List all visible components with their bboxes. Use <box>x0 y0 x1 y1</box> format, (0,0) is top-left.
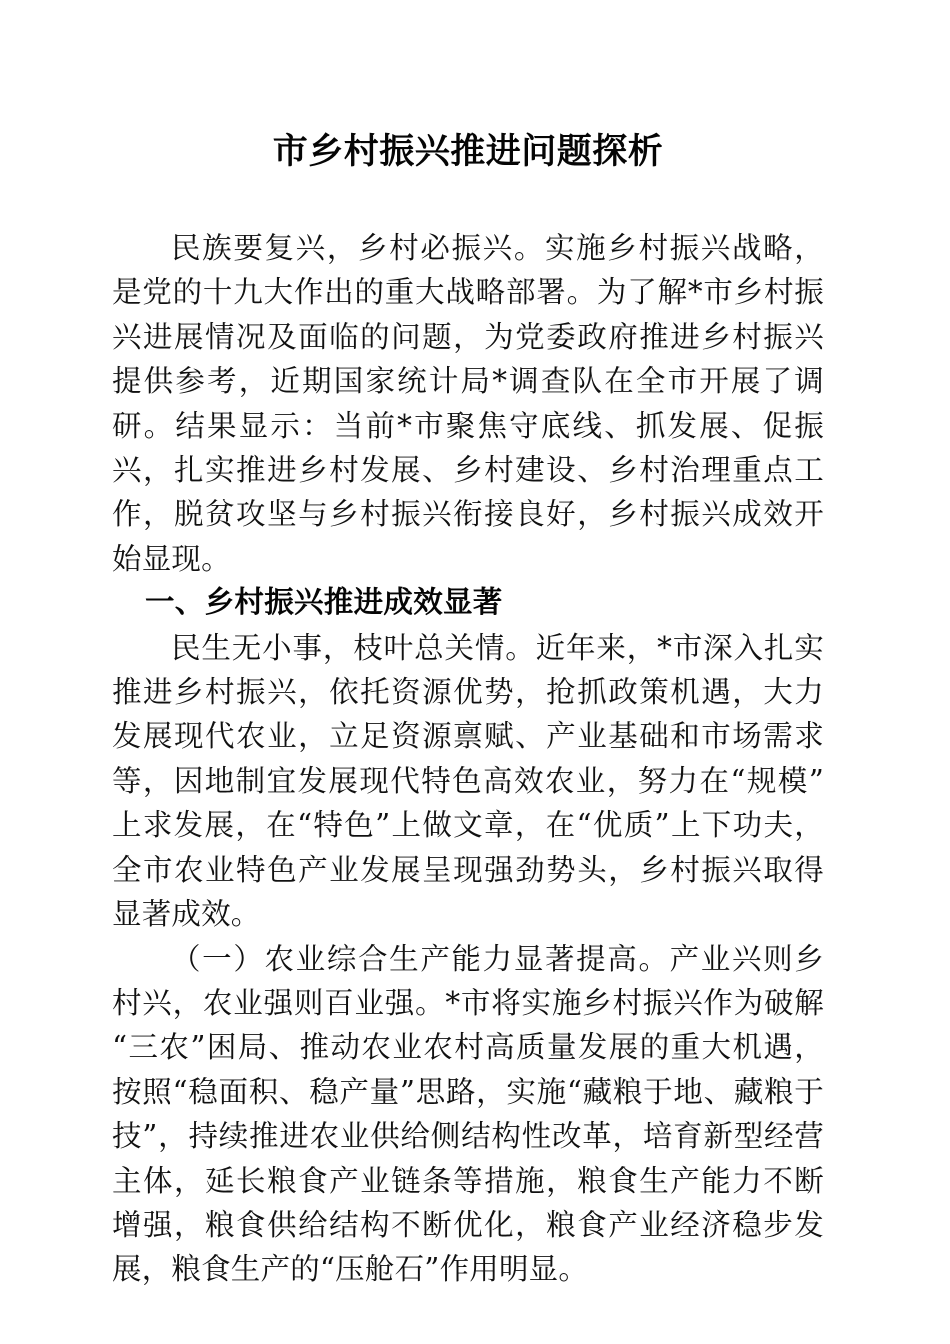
section-heading-1: 一、乡村振兴推进成效显著 <box>145 586 503 620</box>
section-1-paragraph-1: 民生无小事，枝叶总关情。近年来，*市深入扎实推进乡村振兴，依托资源优势，抢抓政策机遇，大力发展现代农业，立足资源禀赋、产业基础和市场需求等，因地制宜发展现代特色高效农业，努力在“规模”上求发展，在“特色”上做文章，在“优质”上下功夫，全市农业特色产业发展呈现强劲势头，乡村振兴取得显著成效。 <box>112 630 824 932</box>
subsection-1-paragraph: （一）农业综合生产能力显著提高。产业兴则乡村兴，农业强则百业强。*市将实施乡村振兴作为破解“三农”困局、推动农业农村高质量发展的重大机遇，按照“稳面积、稳产量”思路，实施“藏粮于地、藏粮于技”，持续推进农业供给侧结构性改革，培育新型经营主体，延长粮食产业链条等措施，粮食生产能力不断增强，粮食供给结构不断优化，粮食产业经济稳步发展，粮食生产的“压舱石”作用明显。 <box>112 941 824 1287</box>
document-body <box>112 0 824 1292</box>
page-title: 市乡村振兴推进问题探析 <box>272 132 664 171</box>
title-spacer <box>112 178 824 226</box>
intro-paragraph: 民族要复兴，乡村必振兴。实施乡村振兴战略，是党的十九大作出的重大战略部署。为了解*市乡村振兴进展情况及面临的问题，为党委政府推进乡村振兴提供参考，近期国家统计局*调查队在全市开展了调研。结果显示：当前*市聚焦守底线、抓发展、促振兴，扎实推进乡村发展、乡村建设、乡村治理重点工作，脱贫攻坚与乡村振兴衔接良好，乡村振兴成效开始显现。 <box>112 231 824 576</box>
